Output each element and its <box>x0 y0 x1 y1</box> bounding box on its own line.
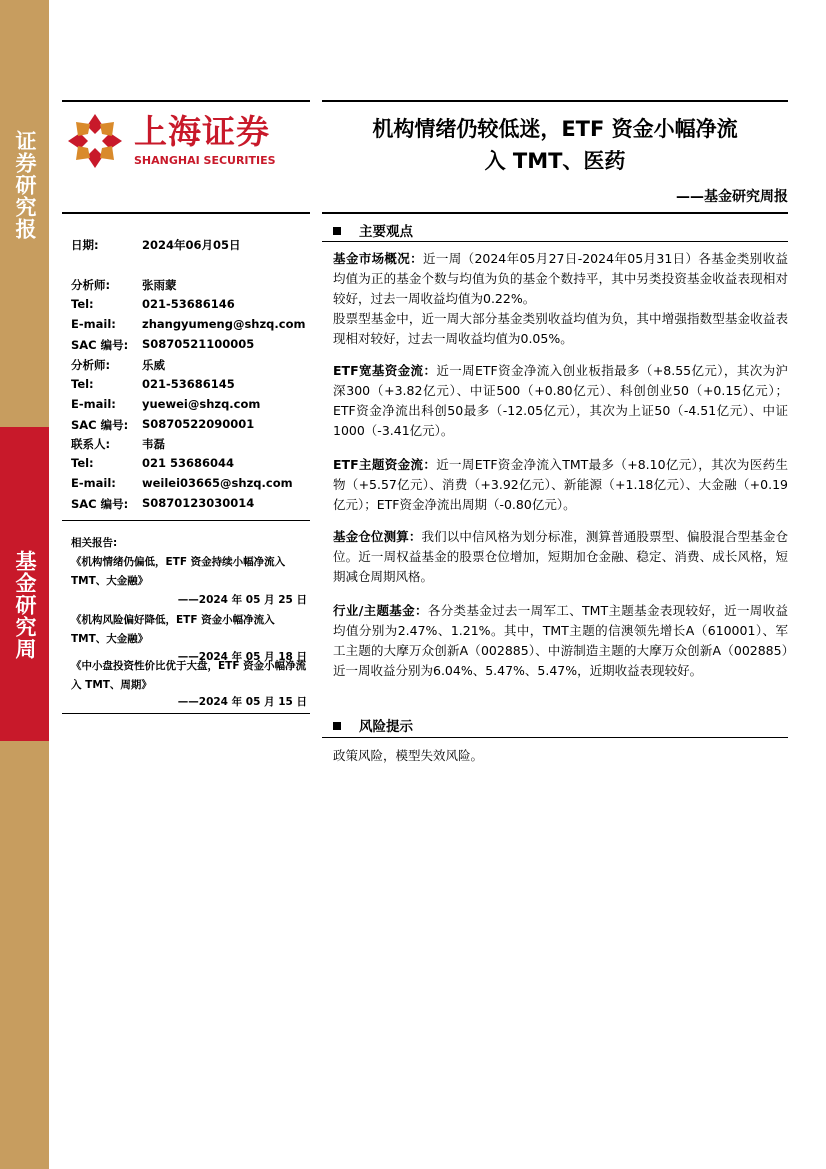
analyst1-name-row <box>71 277 177 293</box>
analyst1-email-row <box>71 317 306 331</box>
contact-sac-row <box>71 496 255 512</box>
top-rule-left <box>62 100 310 102</box>
paragraph-lead: 基金市场概况： <box>333 251 424 266</box>
paragraph-text: 近一周（2024年05月27日-2024年05月31日）各基金类别收益均值为正的基金个数与均值为负的基金个数持平，其中另类投资基金收益表现相对较好，过去一周收益均值为0.22%。 <box>333 251 788 306</box>
square-bullet-icon <box>333 227 341 235</box>
email-label: E-mail: <box>71 317 116 331</box>
sac-label: SAC 编号: <box>71 338 129 352</box>
email-value[interactable]: weilei03665@shzq.com <box>142 476 293 490</box>
sac-value: S0870521100005 <box>142 337 255 351</box>
sac-value: S0870123030014 <box>142 496 255 510</box>
paragraph-text: 近一周ETF资金净流入创业板指最多（+8.55亿元），其次为沪深300（+3.82亿元）、中证500（+0.80亿元）、科创创业50（+0.15亿元）；ETF资金净流出科创50最多（-12.05亿元），其次为上证50（-4.51亿元）、中证1000（-3.41亿元）。 <box>333 363 788 438</box>
report-series-label: 基金研究周 <box>13 550 37 660</box>
section-title: 主要观点 <box>359 224 413 240</box>
email-label: E-mail: <box>71 476 116 490</box>
analyst1-sac-row <box>71 337 255 353</box>
analyst2-name-row <box>71 357 165 373</box>
related-rule-top <box>62 520 310 521</box>
email-label: E-mail: <box>71 397 116 411</box>
analyst2-tel-row <box>71 377 235 391</box>
main-rule-top <box>322 212 788 214</box>
title-line-2: 入 TMT、医药 <box>484 149 626 173</box>
paragraph-etf-theme <box>333 455 788 515</box>
contact-name-row <box>71 436 165 452</box>
tel-label: Tel: <box>71 456 94 470</box>
tel-label: Tel: <box>71 377 94 391</box>
related-report-date: ——2024 年 05 月 15 日 <box>177 696 307 708</box>
analyst1-tel-row <box>71 297 235 311</box>
tel-value: 021-53686145 <box>142 377 235 391</box>
paragraph-lead: 基金仓位测算： <box>333 529 422 544</box>
related-heading: 相关报告: <box>71 537 118 549</box>
tel-value: 021 53686044 <box>142 456 235 470</box>
square-bullet-icon <box>333 722 341 730</box>
report-type-label: 证券研究报 <box>13 130 37 240</box>
info-rule-top <box>62 212 310 214</box>
paragraph-text: 我们以中信风格为划分标准，测算普通股票型、偏股混合型基金仓位。近一周权益基金的股票仓位增加，短期加仓金融、稳定、消费、成长风格，短期减仓周期风格。 <box>333 529 788 584</box>
paragraph-text: 股票型基金中，近一周大部分基金类别收益均值为负，其中增强指数型基金收益表现相对较好，过去一周收益均值为0.05%。 <box>333 311 788 346</box>
date-label: 日期: <box>71 238 99 252</box>
sac-label: SAC 编号: <box>71 418 129 432</box>
tel-label: Tel: <box>71 297 94 311</box>
paragraph-industry-theme <box>333 601 788 681</box>
paragraph-text: 各分类基金过去一周军工、TMT主题基金表现较好，近一周收益均值分别为2.47%、1.21%。其中，TMT主题的信澳领先增长A（610001）、军工主题的大摩万众创新A（002885）、中游制造主题的大摩万众创新A（002885）近一周收益分别为6.04%、5.47%、5.47%，近期收益表现较好。 <box>333 603 788 678</box>
shanghai-securities-logo-icon <box>66 112 124 170</box>
sac-label: SAC 编号: <box>71 497 129 511</box>
tel-value: 021-53686146 <box>142 297 235 311</box>
logo-name-en: SHANGHAI SECURITIES <box>134 154 276 167</box>
contact-tel-row <box>71 456 235 470</box>
paragraph-etf-broad <box>333 361 788 441</box>
related-rule-bottom <box>62 713 310 714</box>
section-rule <box>322 737 788 738</box>
contact-name: 韦磊 <box>142 437 165 451</box>
email-value[interactable]: zhangyumeng@shzq.com <box>142 317 306 331</box>
contact-email-row <box>71 476 293 490</box>
section-heading-main-views <box>333 220 413 240</box>
paragraph-lead: 行业/主题基金： <box>333 603 428 618</box>
paragraph-lead: ETF宽基资金流： <box>333 363 437 378</box>
section-rule <box>322 241 788 242</box>
analyst-label: 分析师: <box>71 278 111 292</box>
related-report-title[interactable]: 《中小盘投资性价比优于大盘，ETF 资金小幅净流入 TMT、周期》 <box>71 660 307 691</box>
section-heading-risk <box>333 715 413 735</box>
date-row <box>71 237 241 253</box>
paragraph-lead: ETF主题资金流： <box>333 457 437 472</box>
analyst2-email-row <box>71 397 261 411</box>
top-rule-right <box>322 100 788 102</box>
date-value: 2024年06月05日 <box>142 238 241 252</box>
paragraph-position-estimate <box>333 527 788 587</box>
analyst-name: 张雨蒙 <box>142 278 177 292</box>
sac-value: S0870522090001 <box>142 417 255 431</box>
analyst-name: 乐威 <box>142 358 165 372</box>
report-title <box>322 113 788 177</box>
paragraph-equity-funds <box>333 309 788 349</box>
analyst-label: 分析师: <box>71 358 111 372</box>
section-title: 风险提示 <box>359 719 413 735</box>
related-report-title[interactable]: 《机构风险偏好降低，ETF 资金小幅净流入 TMT、大金融》 <box>71 614 275 645</box>
email-value[interactable]: yuewei@shzq.com <box>142 397 261 411</box>
analyst2-sac-row <box>71 417 255 433</box>
related-report-date: ——2024 年 05 月 18 日 <box>177 651 307 663</box>
paragraph-risk: 政策风险，模型失效风险。 <box>333 748 484 763</box>
logo-name-cn: 上海证券 <box>134 112 270 151</box>
report-subtitle: ——基金研究周报 <box>676 189 788 205</box>
related-report-title[interactable]: 《机构情绪仍偏低，ETF 资金持续小幅净流入 TMT、大金融》 <box>71 556 286 587</box>
paragraph-market-overview <box>333 249 788 309</box>
paragraph-text: 近一周ETF资金净流入TMT最多（+8.10亿元），其次为医药生物（+5.57亿元）、消费（+3.92亿元）、新能源（+1.18亿元）、大金融（+0.19亿元）；ETF资金净流出周期（-0.80亿元）。 <box>333 457 788 512</box>
contact-label: 联系人: <box>71 437 111 451</box>
related-report-date: ——2024 年 05 月 25 日 <box>177 594 307 606</box>
title-line-1: 机构情绪仍较低迷，ETF 资金小幅净流 <box>372 117 738 141</box>
